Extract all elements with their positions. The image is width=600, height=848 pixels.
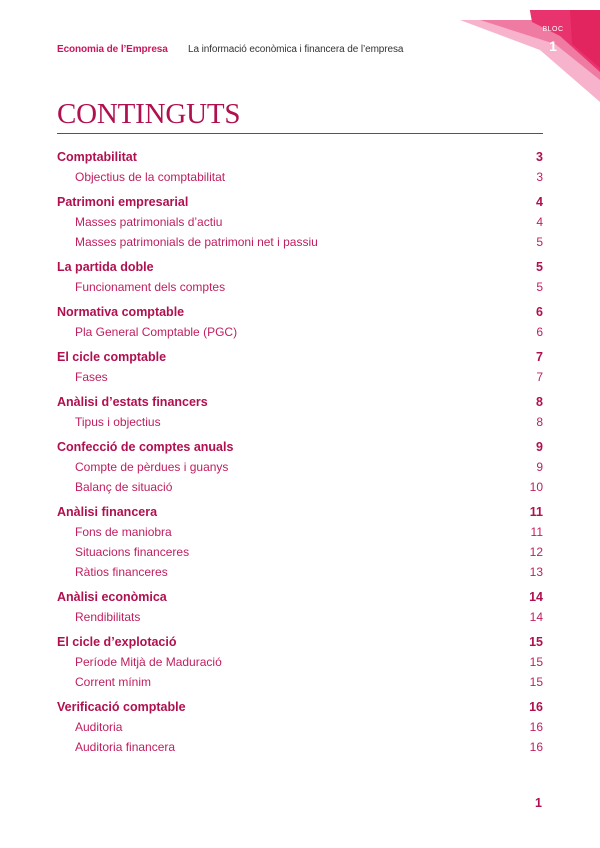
bloc-number: 1 <box>549 38 557 54</box>
toc-section-entry[interactable] <box>57 257 543 277</box>
toc-subentry[interactable] <box>57 212 543 232</box>
toc-section-title: Anàlisi econòmica <box>57 590 167 604</box>
toc-section-entry[interactable] <box>57 502 543 522</box>
toc-section <box>57 257 543 297</box>
toc-subentry-title: Masses patrimonials de patrimoni net i passiu <box>75 235 318 249</box>
toc-subentry[interactable] <box>57 652 543 672</box>
toc-section-page: 4 <box>536 195 543 209</box>
toc-section <box>57 697 543 757</box>
bloc-corner-tab <box>460 0 600 110</box>
toc-subentry[interactable] <box>57 477 543 497</box>
toc-section-page: 3 <box>536 150 543 164</box>
toc-section-page: 6 <box>536 305 543 319</box>
toc-section-title: Comptabilitat <box>57 150 137 164</box>
toc-section-page: 8 <box>536 395 543 409</box>
toc-subentry[interactable] <box>57 717 543 737</box>
toc-subentry-title: Masses patrimonials d’actiu <box>75 215 223 229</box>
toc-subentry[interactable] <box>57 562 543 582</box>
toc-subentry[interactable] <box>57 232 543 252</box>
toc-section <box>57 437 543 497</box>
toc-subentry-page: 8 <box>536 415 543 429</box>
toc-subentry-title: Balanç de situació <box>75 480 173 494</box>
toc-subentry[interactable] <box>57 167 543 187</box>
toc-section-title: Verificació comptable <box>57 700 186 714</box>
toc-section <box>57 147 543 187</box>
toc-section-page: 5 <box>536 260 543 274</box>
toc-subentry-page: 5 <box>536 280 543 294</box>
toc-subentry-page: 7 <box>536 370 543 384</box>
toc-subentry[interactable] <box>57 412 543 432</box>
toc-subentry[interactable] <box>57 367 543 387</box>
toc-subentry-page: 11 <box>530 525 543 539</box>
toc-subentry-page: 15 <box>529 675 543 689</box>
toc-section-entry[interactable] <box>57 192 543 212</box>
toc-section-page: 16 <box>529 700 543 714</box>
toc-subentry-title: Ràtios financeres <box>75 565 168 579</box>
page-number: 1 <box>535 796 542 810</box>
toc-section-title: Anàlisi financera <box>57 505 158 519</box>
toc-subentry-page: 15 <box>529 655 543 669</box>
toc-section-entry[interactable] <box>57 347 543 367</box>
toc-section-page: 11 <box>529 505 543 519</box>
toc-section-entry[interactable] <box>57 587 543 607</box>
toc-subentry-title: Compte de pèrdues i guanys <box>75 460 229 474</box>
toc-section-page: 15 <box>529 635 543 649</box>
toc-section <box>57 392 543 432</box>
toc-subentry-page: 6 <box>536 325 543 339</box>
toc-subentry-title: Situacions financeres <box>75 545 190 559</box>
toc-section-page: 14 <box>529 590 543 604</box>
toc-section-title: El cicle d’explotació <box>57 635 177 649</box>
toc-subentry-title: Fons de maniobra <box>75 525 172 539</box>
toc-subentry[interactable] <box>57 277 543 297</box>
toc-subentry-page: 12 <box>529 545 543 559</box>
toc-section-title: Normativa comptable <box>57 305 185 319</box>
toc-subentry-title: Període Mitjà de Maduració <box>75 655 222 669</box>
toc-subentry-page: 4 <box>536 215 543 229</box>
toc-subentry[interactable] <box>57 322 543 342</box>
toc-section <box>57 192 543 252</box>
toc-subentry-page: 16 <box>529 720 543 734</box>
toc-section <box>57 302 543 342</box>
toc-section-entry[interactable] <box>57 147 543 167</box>
toc-section-entry[interactable] <box>57 437 543 457</box>
toc-subentry[interactable] <box>57 607 543 627</box>
toc-subentry-page: 3 <box>536 170 543 184</box>
toc-subentry-page: 9 <box>536 460 543 474</box>
header-subject: Economia de l’Empresa <box>57 44 168 55</box>
toc-subentry-page: 10 <box>529 480 543 494</box>
toc-subentry-title: Funcionament dels comptes <box>75 280 226 294</box>
toc-subentry[interactable] <box>57 542 543 562</box>
header-chapter: La informació econòmica i financera de l’empresa <box>188 44 404 55</box>
toc-section <box>57 587 543 627</box>
toc-subentry-title: Tipus i objectius <box>75 415 161 429</box>
corner-ribbon-graphic <box>460 0 600 110</box>
toc-subentry-title: Corrent mínim <box>75 675 152 689</box>
toc-subentry[interactable] <box>57 737 543 757</box>
toc-section-title: Patrimoni empresarial <box>57 195 189 209</box>
toc-subentry-page: 14 <box>529 610 543 624</box>
toc-section-entry[interactable] <box>57 392 543 412</box>
toc-subentry-title: Pla General Comptable (PGC) <box>75 325 238 339</box>
toc-section-page: 9 <box>536 440 543 454</box>
toc-subentry-page: 5 <box>536 235 543 249</box>
toc-section-entry[interactable] <box>57 632 543 652</box>
toc-section-title: El cicle comptable <box>57 350 167 364</box>
toc-subentry[interactable] <box>57 457 543 477</box>
toc-subentry-page: 16 <box>529 740 543 754</box>
toc-section <box>57 502 543 582</box>
toc-subentry[interactable] <box>57 672 543 692</box>
toc-subentry-title: Objectius de la comptabilitat <box>75 170 226 184</box>
toc-section-entry[interactable] <box>57 302 543 322</box>
toc-section-title: La partida doble <box>57 260 154 274</box>
toc-section <box>57 347 543 387</box>
table-of-contents <box>57 147 543 762</box>
toc-section-page: 7 <box>536 350 543 364</box>
title-divider <box>57 133 543 134</box>
toc-subentry-title: Rendibilitats <box>75 610 141 624</box>
bloc-label: BLOC <box>542 26 564 33</box>
toc-section-title: Confecció de comptes anuals <box>57 440 234 454</box>
toc-subentry[interactable] <box>57 522 543 542</box>
toc-subentry-page: 13 <box>529 565 543 579</box>
toc-section <box>57 632 543 692</box>
toc-section-title: Anàlisi d’estats financers <box>57 395 208 409</box>
toc-section-entry[interactable] <box>57 697 543 717</box>
toc-subentry-title: Auditoria financera <box>75 740 176 754</box>
toc-subentry-title: Auditoria <box>75 720 123 734</box>
toc-subentry-title: Fases <box>75 370 108 384</box>
page-title: CONTINGUTS <box>57 98 241 130</box>
